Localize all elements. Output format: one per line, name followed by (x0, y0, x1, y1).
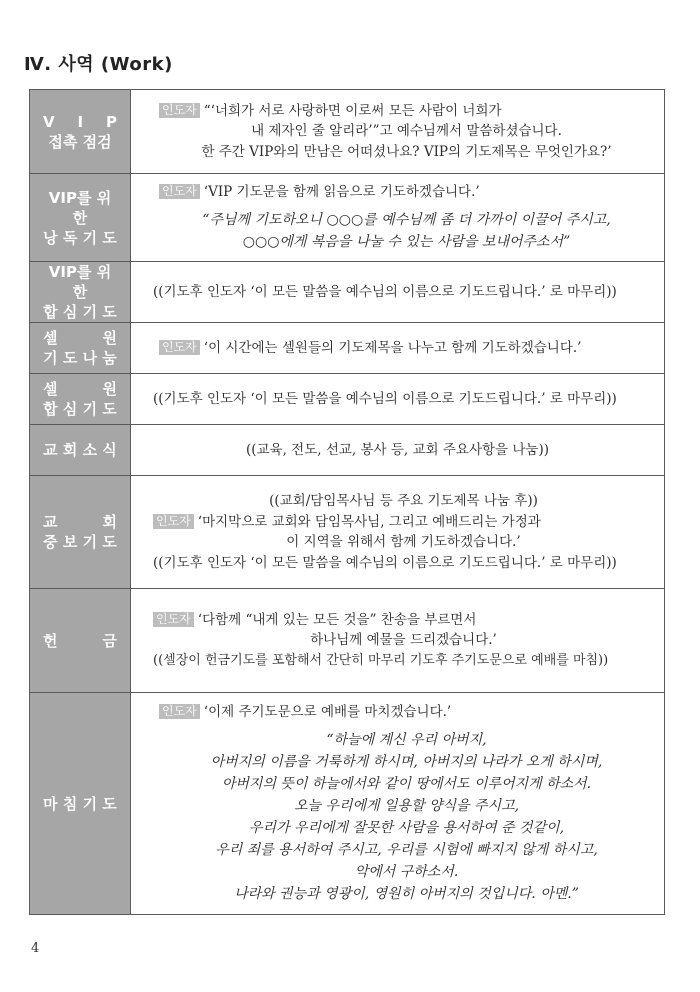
content-line: ‘마지막으로 교회와 담임목사님, 그리고 예배드리는 가정과 (197, 513, 541, 530)
section-title: Ⅳ. 사역 (Work) (24, 54, 173, 75)
prayer-line: 악에서 구하소서. (354, 863, 459, 880)
table-row (30, 693, 665, 915)
leader-tag: 인도자 (159, 184, 200, 199)
row-content (131, 589, 665, 693)
prayer-line: 우리가 우리에게 잘못한 사람을 용서하여 준 것같이, (248, 819, 565, 836)
prayer-line: 오늘 우리에게 일용할 양식을 주시고, (293, 797, 520, 814)
content-line: ((교회/담임목사님 등 주요 기도제목 나눔 후)) (269, 493, 538, 509)
row-label (30, 323, 131, 374)
label-line: 접촉 점검 (48, 132, 112, 151)
label-line: 낭 독 기 도 (43, 228, 117, 247)
content-line: “‘너희가 서로 사랑하면 이로써 모든 사람이 너희가 (203, 102, 502, 119)
label-line: 합 심 기 도 (43, 303, 117, 321)
prayer-line: ○○○에게 복음을 나눌 수 있는 사람을 보내어주소서” (242, 233, 571, 250)
label-line: 셀 원 (43, 380, 117, 398)
leader-tag: 인도자 (153, 514, 194, 529)
label-line: 마 침 기 도 (43, 794, 117, 813)
prayer-line: 아버지의 이름을 거룩하게 하시며, 아버지의 나라가 오게 하시며, (210, 753, 603, 770)
row-label (30, 262, 131, 323)
prayer-line: 우리 죄를 용서하여 주시고, 우리를 시험에 빠지지 않게 하시고, (215, 841, 598, 858)
label-line: 교 회 소 식 (43, 441, 117, 459)
content-line: 하나님께 예물을 드리겠습니다.’ (310, 632, 497, 649)
label-line: 합 심 기 도 (43, 400, 117, 418)
table-row (30, 476, 665, 589)
content-line: ‘VIP 기도문을 함께 읽음으로 기도하겠습니다.’ (203, 184, 480, 201)
prayer-line: 나라와 권능과 영광이, 영원히 아버지의 것입니다. 아멘.” (234, 885, 579, 902)
row-content (131, 374, 665, 425)
table-row (30, 90, 665, 174)
label-line: V I P (43, 112, 117, 131)
row-content (131, 174, 665, 262)
prayer-line: 아버지의 뜻이 하늘에서와 같이 땅에서도 이루어지게 하소서. (221, 775, 592, 792)
content-line: 이 지역을 위해서 함께 기도하겠습니다.’ (286, 534, 521, 550)
row-label (30, 476, 131, 589)
content-line: ((기도후 인도자 ‘이 모든 말씀을 예수님의 이름으로 기도드립니다.’ 로 마무리)) (153, 283, 617, 300)
page-number: 4 (31, 941, 40, 956)
label-line: 교 회 (43, 513, 117, 531)
label-line: 셀 원 (43, 329, 117, 347)
prayer-line: “주님께 기도하오니 ○○○를 예수님께 좀 더 가까이 이끌어 주시고, (202, 211, 611, 228)
label-line: 헌 금 (43, 631, 117, 650)
content-line: ((기도후 인도자 ‘이 모든 말씀을 예수님의 이름으로 기도드립니다.’ 로 마무리)) (153, 390, 617, 407)
row-label (30, 174, 131, 262)
content-line: 내 제자인 줄 알리라’”고 예수님께서 말씀하셨습니다. (251, 123, 562, 140)
row-label (30, 374, 131, 425)
table-row (30, 374, 665, 425)
row-content (131, 262, 665, 323)
table-row (30, 262, 665, 323)
content-line: ‘이제 주기도문으로 예배를 마치겠습니다.’ (203, 704, 452, 721)
row-content (131, 425, 665, 476)
prayer-line: “하늘에 계신 우리 아버지, (326, 731, 487, 748)
worship-order-table (29, 89, 665, 915)
label-line: 기 도 나 눔 (43, 349, 117, 367)
content-line: ‘이 시간에는 셀원들의 기도제목을 나누고 함께 기도하겠습니다.’ (203, 339, 582, 356)
row-content (131, 323, 665, 374)
row-content (131, 476, 665, 589)
content-line: ((기도후 인도자 ‘이 모든 말씀을 예수님의 이름으로 기도드립니다.’ 로 마무리)) (153, 554, 617, 571)
table-row (30, 425, 665, 476)
label-line: 중 보 기 도 (43, 533, 117, 551)
table-row (30, 323, 665, 374)
label-line: VIP를 위한 (48, 188, 112, 227)
row-content (131, 693, 665, 915)
row-content (131, 90, 665, 174)
row-label (30, 589, 131, 693)
label-line: VIP를 위한 (48, 263, 112, 301)
row-label (30, 425, 131, 476)
leader-tag: 인도자 (159, 103, 200, 118)
content-line: 한 주간 VIP와의 만남은 어떠셨나요? VIP의 기도제목은 무엇인가요?’ (201, 143, 612, 160)
table-row (30, 174, 665, 262)
content-line: ((교육, 전도, 선교, 봉사 등, 교회 주요사항을 나눔)) (245, 441, 549, 458)
row-label (30, 693, 131, 915)
leader-tag: 인도자 (159, 704, 200, 719)
table-row (30, 589, 665, 693)
content-line: ((셀장이 헌금기도를 포함해서 간단히 마무리 기도후 주기도문으로 예배를 마침)) (153, 652, 609, 668)
leader-tag: 인도자 (159, 340, 200, 355)
content-line: ‘다함께 “내게 있는 모든 것을” 찬송을 부르면서 (197, 611, 477, 628)
row-label (30, 90, 131, 174)
leader-tag: 인도자 (153, 612, 194, 627)
